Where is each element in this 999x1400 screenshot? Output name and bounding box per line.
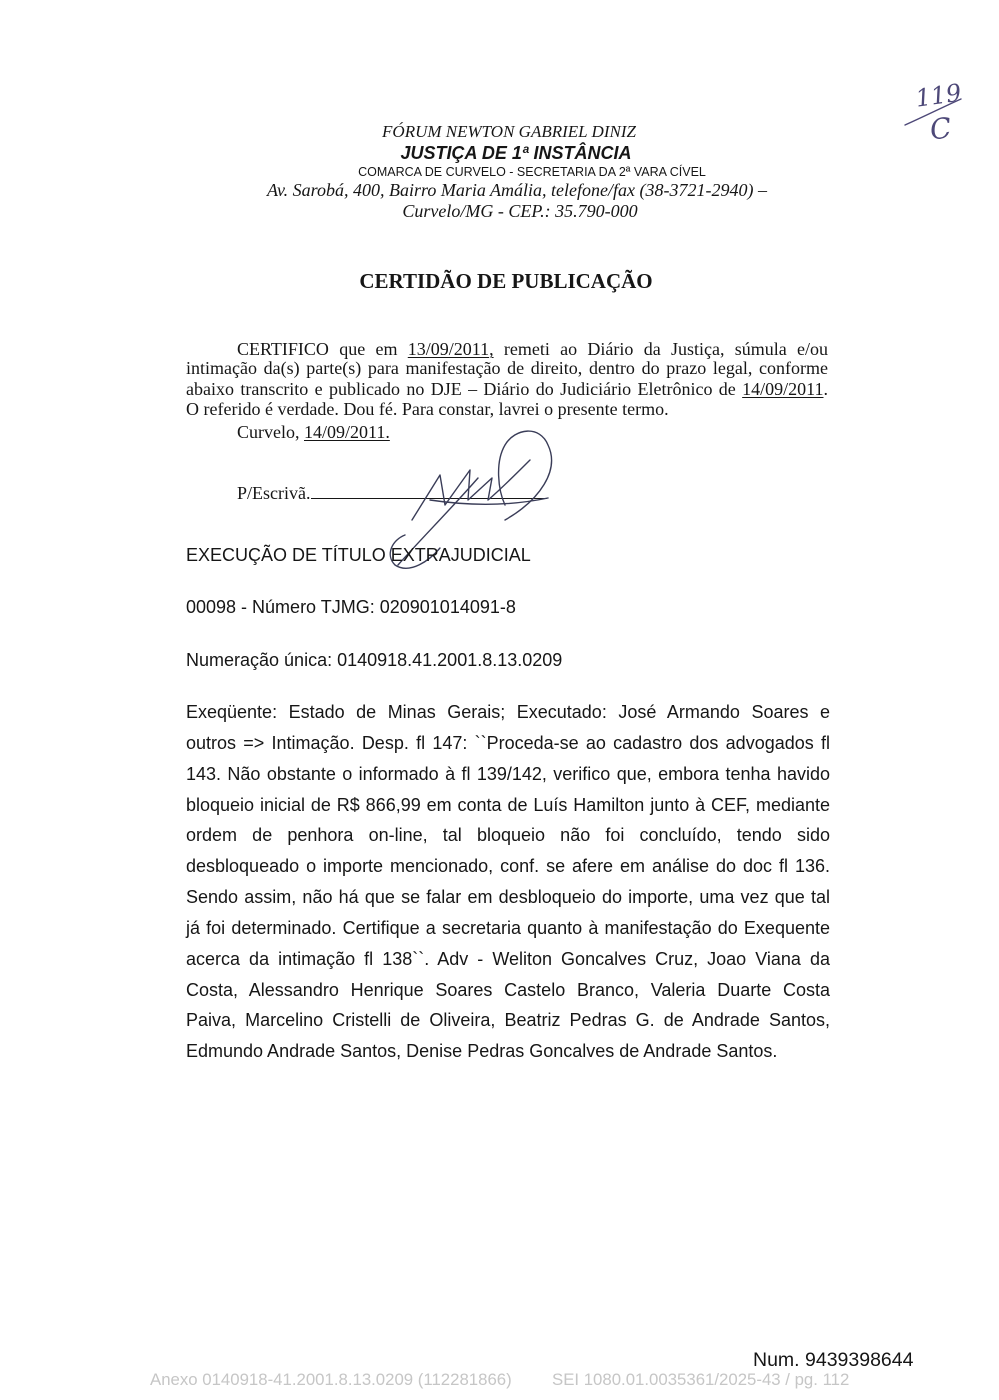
folio-number: 119	[913, 78, 964, 113]
certificate-text: remeti ao Diário da Justiça, súmula e/ou	[493, 339, 829, 359]
publication-text-line: Costa, Alessandro Henrique Soares Castelo Branco, Valeria Duarte Costa	[186, 979, 830, 1000]
forum-name: FÓRUM NEWTON GABRIEL DINIZ	[382, 122, 636, 141]
unique-number: Numeração única: 0140918.41.2001.8.13.0209	[186, 650, 563, 670]
sei-reference: SEI 1080.01.0035361/2025-43 / pg. 112	[552, 1370, 850, 1389]
signer-label: P/Escrivã.	[237, 483, 311, 503]
comarca-line: COMARCA DE CURVELO - SECRETARIA DA 2ª VARA CÍVEL	[358, 165, 706, 179]
address-line-1: Av. Sarobá, 400, Bairro Maria Amália, telefone/fax (38-3721-2940) –	[267, 180, 767, 200]
publication-text-line: Sendo assim, não há que se falar em desbloqueio do importe, uma vez que tal	[186, 887, 830, 908]
place-date	[237, 422, 390, 442]
certificate-line-4: O referido é verdade. Dou fé. Para constar, lavrei o presente termo.	[186, 399, 669, 419]
signature-stroke	[499, 431, 552, 520]
certificate-line-2: intimação da(s) parte(s) para manifestação de direito, dentro do prazo legal, conforme	[186, 358, 828, 378]
court-instance: JUSTIÇA DE 1ª INSTÂNCIA	[400, 143, 632, 163]
certificate-text: .	[823, 379, 828, 399]
publication-text-line: Paiva, Marcelino Cristelli de Oliveira, Beatriz Pedras G. de Andrade Santos,	[186, 1010, 830, 1031]
certificate-text: CERTIFICO que em	[237, 339, 408, 359]
publication-text-line: Edmundo Andrade Santos, Denise Pedras Goncalves de Andrade Santos.	[186, 1041, 778, 1062]
action-type: EXECUÇÃO DE TÍTULO EXTRAJUDICIAL	[186, 545, 531, 565]
document-number: Num. 9439398644	[753, 1349, 914, 1371]
submission-date: 13/09/2011,	[407, 339, 494, 359]
document-title: CERTIDÃO DE PUBLICAÇÃO	[359, 269, 653, 293]
annex-reference: Anexo 0140918-41.2001.8.13.0209 (112281866)	[150, 1370, 512, 1389]
address-line-2: Curvelo/MG - CEP.: 35.790-000	[402, 201, 638, 221]
place: Curvelo,	[237, 422, 304, 442]
signed-date: 14/09/2011.	[304, 422, 390, 442]
publication-text	[186, 697, 830, 1067]
certificate-text: abaixo transcrito e publicado no DJE – Diário do Judiciário Eletrônico de	[186, 379, 743, 399]
signature-stroke	[412, 460, 530, 520]
folio-mark: C	[927, 111, 954, 147]
publication-date: 14/09/2011	[742, 379, 824, 399]
publication-text-line: Exeqüente: Estado de Minas Gerais; Executado: José Armando Soares e	[186, 702, 830, 722]
publication-text-line: outros => Intimação. Desp. fl 147: ``Proceda-se ao cadastro dos advogados fl	[186, 732, 830, 753]
certificate-line-3	[186, 379, 828, 399]
publication-text-line: já foi determinado. Certifique a secretaria quanto à manifestação do Exequente	[186, 917, 830, 938]
publication-text-line: acerca da intimação fl 138``. Adv - Weliton Goncalves Cruz, Joao Viana da	[186, 948, 830, 969]
tjmg-number: 00098 - Número TJMG: 020901014091-8	[186, 597, 516, 617]
publication-text-line: desbloqueado o importe mencionado, conf. se afere em análise do doc fl 136.	[186, 856, 830, 877]
certificate-line-1	[186, 339, 828, 359]
publication-text-line: 143. Não obstante o informado à fl 139/142, verifico que, embora tenha havido	[186, 763, 830, 784]
publication-text-line: ordem de penhora on-line, tal bloqueio não foi concluído, tendo sido	[186, 825, 830, 846]
publication-text-line: bloqueio inicial de R$ 866,99 em conta de Luís Hamilton junto à CEF, mediante	[186, 794, 830, 815]
